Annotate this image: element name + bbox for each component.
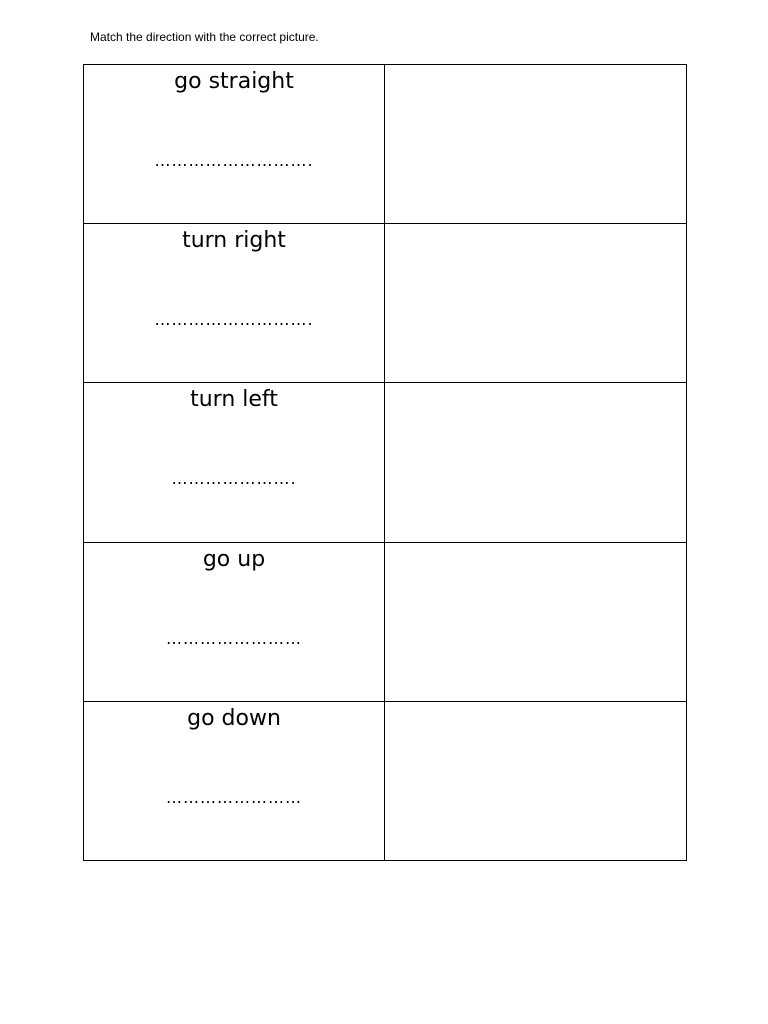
direction-cell (84, 65, 385, 224)
picture-cell (385, 542, 687, 701)
answer-blank: ………………………. (154, 151, 314, 170)
direction-cell (84, 383, 385, 542)
direction-cell (84, 542, 385, 701)
direction-label: go down (187, 705, 281, 731)
answer-blank: ………………………. (154, 310, 314, 330)
picture-cell (385, 701, 687, 860)
direction-label: turn right (182, 228, 286, 254)
table-row (84, 701, 687, 860)
direction-cell (84, 701, 385, 860)
direction-label: turn left (190, 387, 278, 413)
direction-label: go up (202, 546, 266, 572)
matching-table (83, 64, 687, 861)
picture-cell (385, 383, 687, 542)
answer-blank: …………………… (166, 787, 302, 807)
picture-cell (385, 224, 687, 383)
answer-blank: …………………… (166, 628, 302, 648)
direction-label: go straight (174, 69, 294, 94)
direction-cell (84, 224, 385, 383)
worksheet-instruction: Match the direction with the correct picture. (90, 30, 319, 44)
table-row (84, 65, 687, 224)
table-row (84, 224, 687, 383)
picture-cell (385, 65, 687, 224)
answer-blank: …………………. (171, 469, 297, 489)
table-row (84, 542, 687, 701)
table-row (84, 383, 687, 542)
